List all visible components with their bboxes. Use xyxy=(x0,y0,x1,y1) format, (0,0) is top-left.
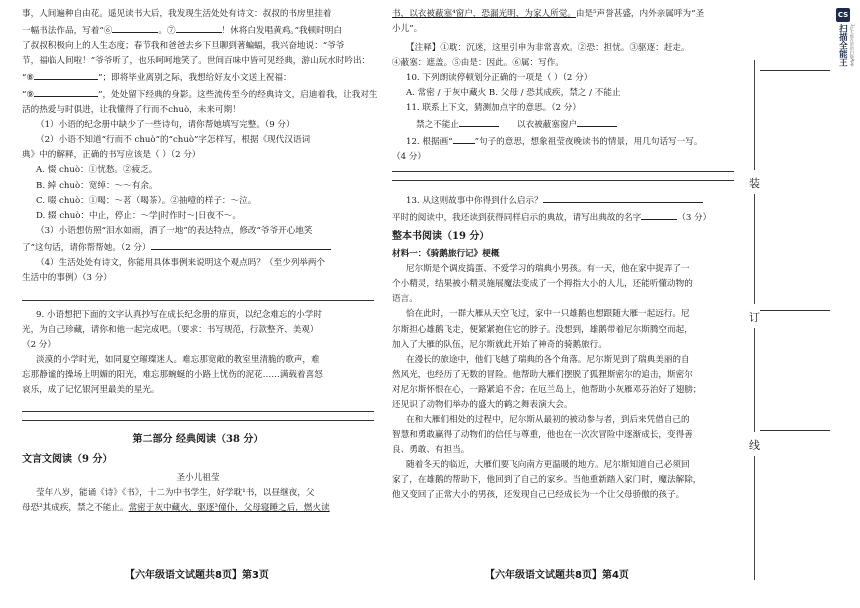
scanner-watermark xyxy=(830,8,858,76)
binding-char-xian: 线 xyxy=(749,439,760,452)
answer-q13-story[interactable] xyxy=(641,210,677,220)
question-2-cont: 典》中的解释，正确的书写应该是（ ）（2 分） xyxy=(22,150,201,161)
question-4-cont: 生活中的事例）（3 分） xyxy=(22,272,112,283)
copy-text-3: 哀乐，成了记忆银河里最美的星光。 xyxy=(22,385,160,396)
question-2: （2）小语不知道“行而不 chuò”的“chuò”字怎样写，根据《现代汉语词 xyxy=(36,135,311,146)
p8-line-4: 节，福临人间啦！”爷爷听了，也乐呵呵地笑了。世间百味中皆可见经典，游山玩水时吟出： xyxy=(22,56,371,67)
p8-line-3: 了叔叔积极向上的人生态度；春节我和爸爸去乡下旦聊到著蝙蝠，我兴奋地说：“爷爷 xyxy=(22,41,345,52)
question-12: 12. 根据画“ ”句子的意思，想象祖莹夜晚读书的情景，用几句话写一写。 xyxy=(392,134,734,148)
footer-page-3: 【六年级语文试题共8页】第3页 xyxy=(125,570,269,581)
margin-field-line[interactable] xyxy=(760,310,830,311)
answer-line-q4[interactable] xyxy=(22,300,374,301)
option-c: C. 啜 chuò：①喝：～茗（喝茶）。②抽噎的样子：～泣。 xyxy=(36,195,257,206)
p8-line-5: “⑧ ”；即将毕业离别之际，我想给好友小文送上祝福： xyxy=(22,70,374,84)
option-a: A. 惙 chuò：①忧愁。②疲乏。 xyxy=(36,165,158,176)
reading-line-8: 然风光，也经历了无数的冒险。他帮助大雁们摆脱了狐狸斯密尔的追击，斯密尔 xyxy=(392,369,693,380)
question-3: （3）小语想仿照“泪水如雨，洒了一地”的表达特点，修改“爷爷开心地笑 xyxy=(36,225,313,236)
reading-line-2: 个小精灵，结果被小精灵施展魔法变成了一个拇指大小的人儿，还能听懂动物的 xyxy=(392,279,693,290)
reading-line-4: 恰在此时，一群大雁从天空飞过，家中一只雄鹅也想跟随大雁一起远行。尼 xyxy=(406,309,690,320)
blank-8[interactable] xyxy=(34,70,98,80)
answer-line-q3[interactable] xyxy=(151,240,331,250)
binding-char-ding: 订 xyxy=(749,311,760,324)
annotation-1: 【注释】①耽：沉迷，这里引申为非常喜欢。②恐：担忧。③驱逐：赶走。 xyxy=(406,42,690,53)
reading-line-9: 对尼尔斯怀恨在心，一路紧追不舍；在厄兰岛上，他帮助小灰雁邓芬治好了翅膀； xyxy=(392,384,702,395)
question-10-options: A. 常密 / 于灰中藏火 B. 父母 / 恐其成疾，禁之 / 不能止 xyxy=(406,87,621,98)
p8-line-1: 事，人间遍种自由花。遥见读书大后，我发现生活处处有诗文：叔叔的书房里挂着 xyxy=(22,9,332,19)
reading-line-1: 尼尔斯是个调皮捣蛋、不爱学习的瑞典小男孩。有一天，他在家中捉弄了一 xyxy=(406,264,690,275)
annotation-2: ④蔽塞：遮盖。⑤由是：因此。⑥属：写作。 xyxy=(392,57,564,68)
answer-q13[interactable] xyxy=(543,193,703,203)
copy-line-2[interactable] xyxy=(22,420,374,421)
camscanner-logo-icon: CS xyxy=(836,8,850,22)
blank-7[interactable] xyxy=(176,23,222,33)
blank-9[interactable] xyxy=(34,87,98,97)
binding-line-segment xyxy=(754,456,755,580)
underline-sample xyxy=(453,134,475,144)
question-11-items: 禁之不能止 以衣被蔽塞窗户 xyxy=(392,117,734,131)
question-10: 10. 下列朗读停顿划分正确的一项是（ ）（2 分） xyxy=(406,72,593,83)
copy-line-1[interactable] xyxy=(22,411,374,412)
reading-line-10: 还见识了动物们举办的盛大的鹤之舞表演大会。 xyxy=(392,399,573,410)
part-two-heading: 第二部分 经典阅读（38 分） xyxy=(132,433,264,445)
passage-cont-2: 小儿”。 xyxy=(392,24,423,35)
p8-line-2: 一幅书法作品，写着“⑥ 。⑦ ！休将白发唱黄鸡。”我顿时明白 xyxy=(22,23,374,37)
reading-line-6: 加入了大雁的队伍，尼尔斯就此开始了神奇的骑鹅旅行。 xyxy=(392,339,607,350)
answer-q11a[interactable] xyxy=(459,117,499,127)
classical-reading-heading: 文言文阅读（9 分） xyxy=(22,454,113,466)
blank-6[interactable] xyxy=(112,23,158,33)
margin-field-line[interactable] xyxy=(760,70,830,71)
copy-text-2: 忘那静谧的操场上明媚的阳光，难忘那蜿蜒的小路上忧伤的泥花……满载着喜怒 xyxy=(22,370,323,381)
material-one-title: 材料一：《骑鹅旅行记》梗概 xyxy=(392,249,500,260)
question-1: （1）小语的纪念册中缺少了一些诗句，请你帮她填写完整。（9 分） xyxy=(36,120,295,131)
passage-line-2: 母恐²其成疾，禁之不能止。常密于灰中藏火，驱逐³僮仆，父母寝睡之后，燃火读 xyxy=(22,503,330,514)
binding-margin xyxy=(740,60,770,580)
answer-line-q12-2[interactable] xyxy=(392,180,734,181)
binding-line-segment xyxy=(754,194,755,304)
passage-title: 圣小儿祖莹 xyxy=(176,472,220,483)
footer-page-4: 【六年级语文试题共8页】第4页 xyxy=(485,570,629,581)
reading-line-7: 在漫长的旅途中，他们飞越了瑞典的各个角落。尼尔斯见到了瑞典美丽的自 xyxy=(406,354,690,365)
question-3-cont: 了”这句话，请你帮帮她。（2 分） xyxy=(22,240,374,254)
margin-field-line[interactable] xyxy=(760,430,830,431)
p8-line-7: 活的热爱与时俱进，让我懂得了行而不chuò，未来可期！ xyxy=(22,105,241,116)
question-9-cont: 光，为自己珍藏，请你和他一起完成吧。（要求：书写规范，行款整齐、美观） xyxy=(22,325,319,336)
question-12-score: （4 分） xyxy=(392,151,426,162)
whole-book-heading: 整本书阅读（19 分） xyxy=(392,230,490,242)
option-b: B. 綽 chuò：宽绰：～～有余。 xyxy=(36,180,158,191)
reading-line-12: 智慧和勇敢赢得了动物们的信任与尊重，他也在一次次冒险中逐渐成长，变得善 xyxy=(392,429,693,440)
binding-char-zhuang: 装 xyxy=(749,177,760,190)
scanner-app-name: 扫描全能王 xyxy=(837,24,848,67)
reading-line-15: 家了，在雄鹅的帮助下，他回到了自己的家乡。当他重新踏入家门时，魔法解除， xyxy=(392,474,702,485)
reading-line-5: 尔斯担心雄鹅飞走，便紧紧抱住它的脖子。没想到，雄鹅带着尼尔斯腾空而起， xyxy=(392,324,693,335)
question-11: 11. 联系上下文，猜测加点字的意思。（2 分） xyxy=(406,102,581,113)
reading-line-13: 良、勇敢、有担当。 xyxy=(392,444,470,455)
passage-line-1: 莹年八岁，能诵《诗》《书》，十二为中书学生，好学耽¹书，以昼继夜，父 xyxy=(36,487,315,498)
reading-line-14: 随着冬天的临近，大雁们要飞向南方更温暖的地方。尼尔斯知道自己必须回 xyxy=(406,459,690,470)
reading-line-3: 语言。 xyxy=(392,294,418,305)
passage-cont-1: 书，以衣被蔽塞⁴窗户，恐漏光明，为家人所觉。由是⁵声誉甚盛，内外亲属呼为“圣 xyxy=(392,9,705,19)
option-d: D. 辍 chuò：中止，停止：～学|时作时～|日夜不～。 xyxy=(36,210,241,221)
question-13: 13. 从这则故事中你得到什么启示？ xyxy=(392,193,734,207)
right-page-column xyxy=(392,8,734,504)
binding-line-segment xyxy=(754,328,755,432)
p8-line-6: “⑨ ”，处处留下经典的身影。这些流传至今的经典诗文，启迪着我，让我对生 xyxy=(22,87,374,101)
question-9-score: （2 分） xyxy=(22,340,56,351)
question-9: 9. 小语想把下面的文字认真抄写在成长纪念册的扉页，以纪念难忘的小学时 xyxy=(36,310,322,321)
reading-line-16: 他又变回了正常大小的男孩，还发现自己已经成长为一个让父母骄傲的孩子。 xyxy=(392,490,685,501)
copy-text-1: 淡漠的小学时光，如同夏空璀璨迷人。难忘那宽敞的教室里清脆的歌声，难 xyxy=(36,355,320,366)
answer-q11b[interactable] xyxy=(577,117,617,127)
scanner-tagline: 3亿人都在用的扫描App xyxy=(849,24,855,67)
binding-line-segment xyxy=(754,60,755,170)
question-4: （4）生活处处有诗文，你能用具体事例来说明这个观点吗？（至少列举两个 xyxy=(36,257,326,268)
answer-line-q12-1[interactable] xyxy=(392,171,734,172)
question-13-cont: 平时的阅读中，我还读到获得同样启示的典故，请写出典故的名字 （3 分） xyxy=(392,210,734,224)
reading-line-11: 在和大雁们相处的过程中，尼尔斯从最初的被动参与者，到后来凭借自己的 xyxy=(406,414,690,425)
left-page-column xyxy=(22,8,378,517)
